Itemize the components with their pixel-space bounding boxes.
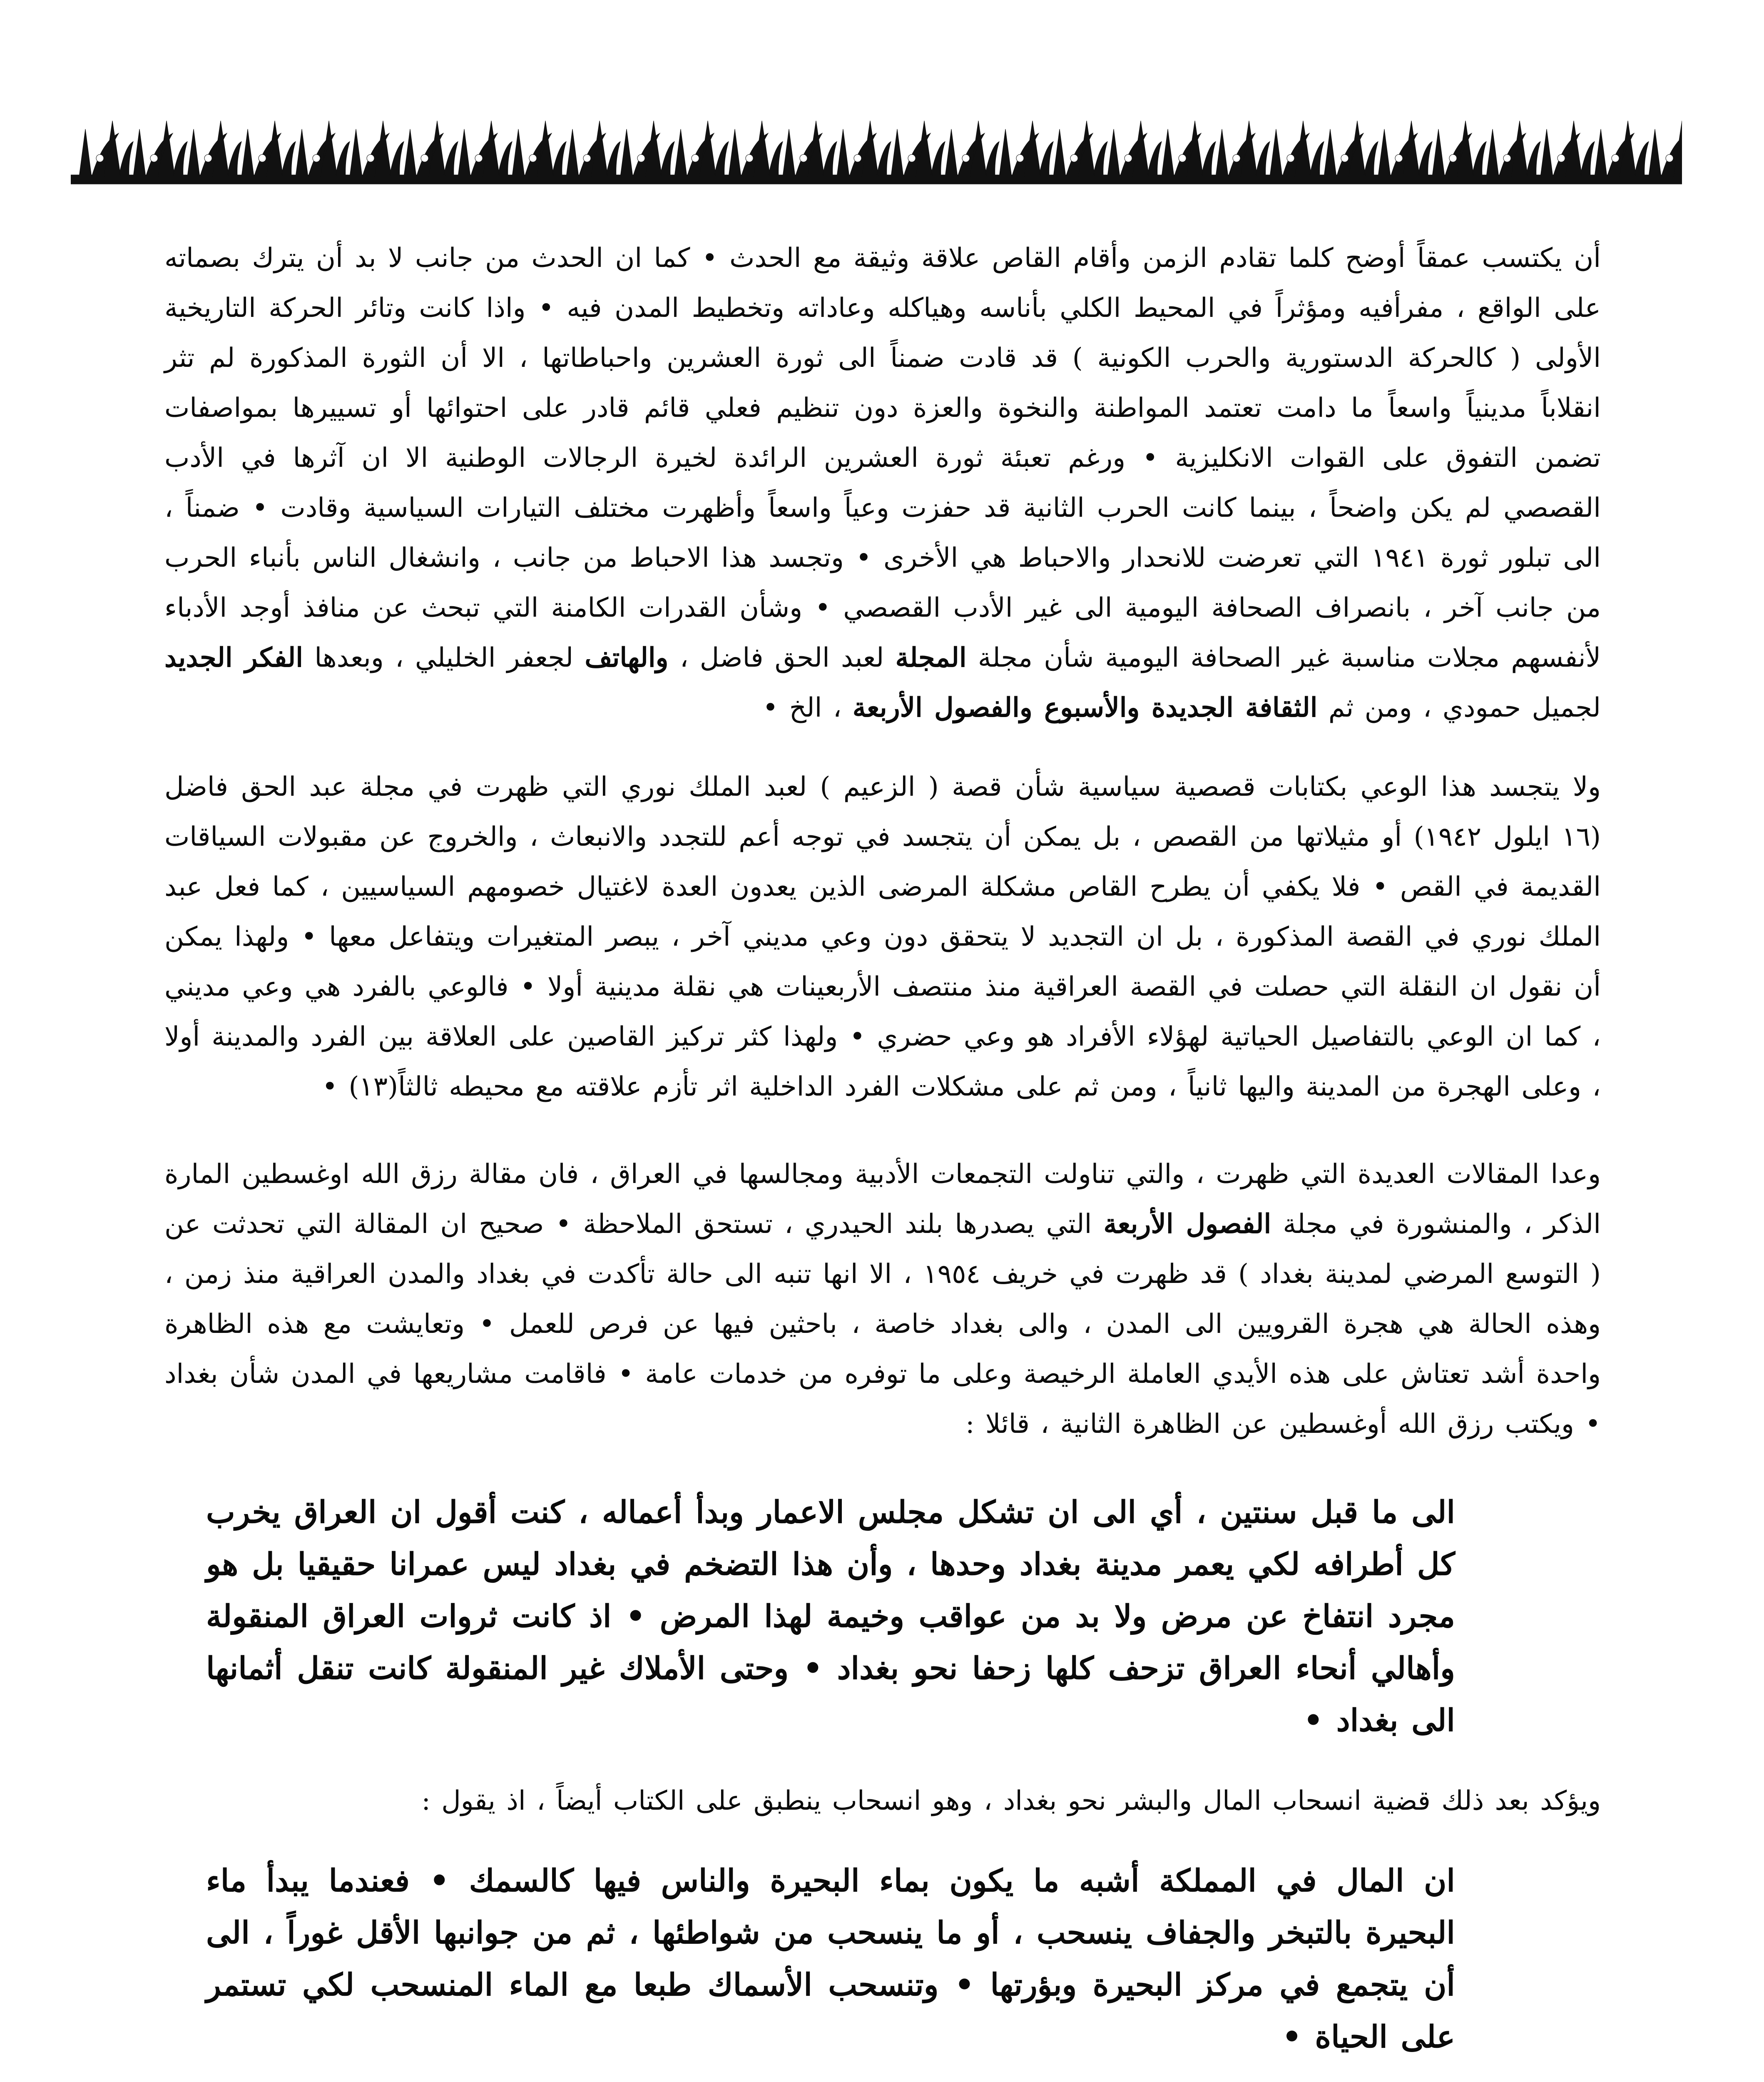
magazine-name-alfikr-aljadid: الفكر الجديد [164, 642, 304, 673]
paragraph-1-text-2: لعبد الحق فاضل ، [679, 643, 884, 673]
paragraph-1-text-5: ، الخ • [762, 692, 842, 723]
ornament-leaf-motif [620, 121, 674, 177]
ornament-dot [1503, 154, 1511, 162]
decorative-header-ornament [71, 104, 1682, 192]
ornament-leaf-motif [404, 121, 458, 177]
ornament-leaf-motif [1216, 121, 1270, 177]
paragraph-1-text-3: لجعفر الخليلي ، وبعدها [314, 643, 574, 673]
paragraph-1-text-4: لجميل حمودي ، ومن ثم [1328, 692, 1601, 723]
magazine-name-alhatif: والهاتف [585, 642, 669, 673]
ornament-dot [962, 154, 970, 162]
ornament-dot [475, 154, 483, 162]
ornament-leaf-motif [1486, 121, 1540, 177]
block-quote-1: الى ما قبل سنتين ، أي الى ان تشكل مجلس الاعمار وبدأ أعماله ، كنت أقول ان العراق يخرب كل أطرافه لكي يعمر مدينة بغداد وحدها ، وأن هذا التضخم في بغداد ليس عمرانا حقيقيا بل هو مجرد انتفاخ عن مرض ولا بد من عواقب وخيمة لهذا المرض • اذ كانت ثروات العراق المنقولة وأهالي أنحاء العراق تزحف كلها زحفا نحو بغداد • وحتى الأملاك غير المنقولة كانت تنقل أثمانها الى بغداد • [206, 1494, 1455, 1738]
ornament-leaf-motif [296, 121, 350, 177]
ornament-dot [1395, 154, 1403, 162]
ornament-dot [908, 154, 916, 162]
ornament-dot [1233, 154, 1240, 162]
ornament-leaf-motif [1595, 121, 1649, 177]
ornament-dot [1449, 154, 1457, 162]
ornament-leaf-motif [1053, 121, 1107, 177]
ornament-leaf-motif [999, 121, 1053, 177]
ornament-leaf-motif [783, 121, 837, 177]
ornament-leaf-motif [729, 121, 783, 177]
ornament-dot [1070, 154, 1078, 162]
ornament-dot [1125, 154, 1132, 162]
ornament-leaf-motif [187, 121, 241, 177]
ornament-dot [692, 154, 699, 162]
ornament-leaf-motif [837, 121, 891, 177]
ornament-leaf-motif [891, 121, 945, 177]
magazine-name-almajalla: المجلة [895, 642, 967, 673]
ornament-dot [1016, 154, 1024, 162]
ornament-leaf-motif [1432, 121, 1486, 177]
paragraph-3 [164, 1149, 1601, 1449]
ornament-leaf-motif [1162, 121, 1216, 177]
ornament-leaf-motif [945, 121, 999, 177]
ornament-leaf-motif [79, 121, 133, 177]
paragraph-1 [164, 233, 1601, 733]
magazine-names-list: الثقافة الجديدة والأسبوع والفصول الأربعة [852, 692, 1318, 723]
ornament-dot [1666, 154, 1673, 162]
ornament-dot [529, 154, 537, 162]
ornament-dot [1612, 154, 1619, 162]
ornament-motifs [79, 121, 1682, 177]
ornament-dot [204, 154, 212, 162]
ornament-leaf-motif [1378, 121, 1432, 177]
paragraph-4: ويؤكد بعد ذلك قضية انسحاب المال والبشر نحو بغداد ، وهو انسحاب ينطبق على الكتاب أيضاً ، اذ يقول : [421, 1786, 1601, 1816]
ornament-leaf-motif [566, 121, 620, 177]
ornament-dot [1557, 154, 1565, 162]
paragraph-3-text-2: التي يصدرها بلند الحيدري ، تستحق الملاحظة • صحيح ان المقالة التي تحدثت عن ( التوسع المرضي لمدينة بغداد ) قد ظهرت في خريف ١٩٥٤ ، الا انها تنبه الى حالة تأكدت في بغداد والمدن العراقية منذ زمن ، وهذه الحالة هي هجرة القرويين الى المدن ، والى بغداد خاصة ، باحثين فيها عن فرص للعمل • وتعايشت مع هذه الظاهرة واحدة أشد تعتاش على هذه الأيدي العاملة الرخيصة وعلى ما توفره من خدمات عامة • فاقامت مشاريعها في المدن شأن بغداد • ويكتب رزق الله أوغسطين عن الظاهرة الثانية ، قائلا : [164, 1209, 1601, 1439]
ornament-dot [150, 154, 158, 162]
ornament-leaf-motif [241, 121, 296, 177]
ornament-leaf-motif [674, 121, 729, 177]
paragraph-2: ولا يتجسد هذا الوعي بكتابات قصصية سياسية شأن قصة ( الزعيم ) لعبد الملك نوري التي ظهرت في مجلة عبد الحق فاضل (١٦ ايلول ١٩٤٢) أو مثيلاتها من القصص ، بل يمكن أن يتجسد في توجه أعم للتجدد والانبعاث ، والخروج عن مقبولات السياقات القديمة في القص • فلا يكفي أن يطرح القاص مشكلة المرضى الذين يعدون العدة لاغتيال خصومهم السياسيين ، كما فعل عبد الملك نوري في القصة المذكورة ، بل ان التجديد لا يتحقق دون وعي مديني آخر ، يبصر المتغيرات ويتفاعل معها • ولهذا يمكن أن نقول ان النقلة التي حصلت في القصة العراقية منذ منتصف الأربعينات هي نقلة مدينية أولا • فالوعي بالفرد هي وعي مديني ، كما ان الوعي بالتفاصيل الحياتية لهؤلاء الأفراد هو وعي حضري • ولهذا كثر تركيز القاصين على العلاقة بين الفرد والمدينة أولا ، وعلى الهجرة من المدينة واليها ثانياً ، ومن ثم على مشكلات الفرد الداخلية اثر تأزم علاقته مع محيطه ثالثاً(١٣) • [164, 772, 1601, 1102]
ornament-dot [313, 154, 320, 162]
ornament-leaf-motif [1270, 121, 1324, 177]
ornament-dot [1341, 154, 1349, 162]
ornament-leaf-motif [512, 121, 566, 177]
ornament-dot [96, 154, 104, 162]
ornament-leaf-motif [133, 121, 187, 177]
paragraph-3-text: وعدا المقالات العديدة التي ظهرت ، والتي تناولت التجمعات الأدبية ومجالسها في العراق ، فان مقالة رزق الله اوغسطين المارة الذكر ، والمنشورة في مجلة [164, 1159, 1601, 1240]
ornament-dot [800, 154, 807, 162]
ornament-dot [421, 154, 428, 162]
ornament-leaf-motif [1649, 121, 1682, 177]
ornament-dot [637, 154, 645, 162]
ornament-leaf-motif [1324, 121, 1378, 177]
ornament-dot [367, 154, 374, 162]
ornament-leaf-motif [350, 121, 404, 177]
ornament-dot [746, 154, 753, 162]
ornament-leaf-motif [458, 121, 512, 177]
ornament-dot [259, 154, 266, 162]
block-quote-2: ان المال في المملكة أشبه ما يكون بماء البحيرة والناس فيها كالسمك • فعندما يبدأ ماء البحيرة بالتبخر والجفاف ينسحب ، أو ما ينسحب من شواطئها ، ثم من جوانبها الأقل غوراً ، الى أن يتجمع في مركز البحيرة وبؤرتها • وتنسحب الأسماك طبعا مع الماء المنسحب لكي تستمر على الحياة • [206, 1863, 1455, 2055]
ornament-dot [583, 154, 591, 162]
ornament-leaf-motif [1107, 121, 1162, 177]
paragraph-1-text: أن يكتسب عمقاً أوضح كلما تقادم الزمن وأقام القاص علاقة وثيقة مع الحدث • كما ان الحدث من جانب لا بد أن يترك بصماته على الواقع ، مفرأفيه ومؤثراً في المحيط الكلي بأناسه وهياكله وعاداته وتخطيط المدن فيه • واذا كانت وتائر الحركة التاريخية الأولى ( كالحركة الدستورية والحرب الكونية ) قد قادت ضمناً الى ثورة العشرين واحباطاتها ، الا أن الثورة المذكورة لم تثر انقلاباً مدينياً واسعاً ما دامت تعتمد المواطنة والنخوة والعزة دون تنظيم فعلي قائم قادر على احتوائها أو تسييرها بمواصفات تضمن التفوق على القوات الانكليزية • ورغم تعبئة ثورة العشرين الرائدة لخيرة الرجالات الوطنية الا ان آثرها في الأدب القصصي لم يكن واضحاً ، بينما كانت الحرب الثانية قد حفزت وعياً واسعاً وأظهرت مختلف التيارات السياسية وقادت • ضمناً ، الى تبلور ثورة ١٩٤١ التي تعرضت للانحدار والاحباط هي الأخرى • وتجسد هذا الاحباط من جانب ، وانشغال الناس بأنباء الحرب من جانب آخر ، بانصراف الصحافة اليومية الى غير الأدب القصصي • وشأن القدرات الكامنة التي تبحث عن منافذ أوجد الأدباء لأنفسهم مجلات مناسبة غير الصحافة اليومية شأن مجلة [164, 243, 1601, 673]
ornament-dot [1287, 154, 1294, 162]
ornament-leaf-motif [1540, 121, 1595, 177]
ornament-dot [1179, 154, 1186, 162]
page-body [164, 233, 1601, 2063]
ornament-dot [854, 154, 861, 162]
magazine-name-alfusul: الفصول الأربعة [1103, 1208, 1271, 1240]
